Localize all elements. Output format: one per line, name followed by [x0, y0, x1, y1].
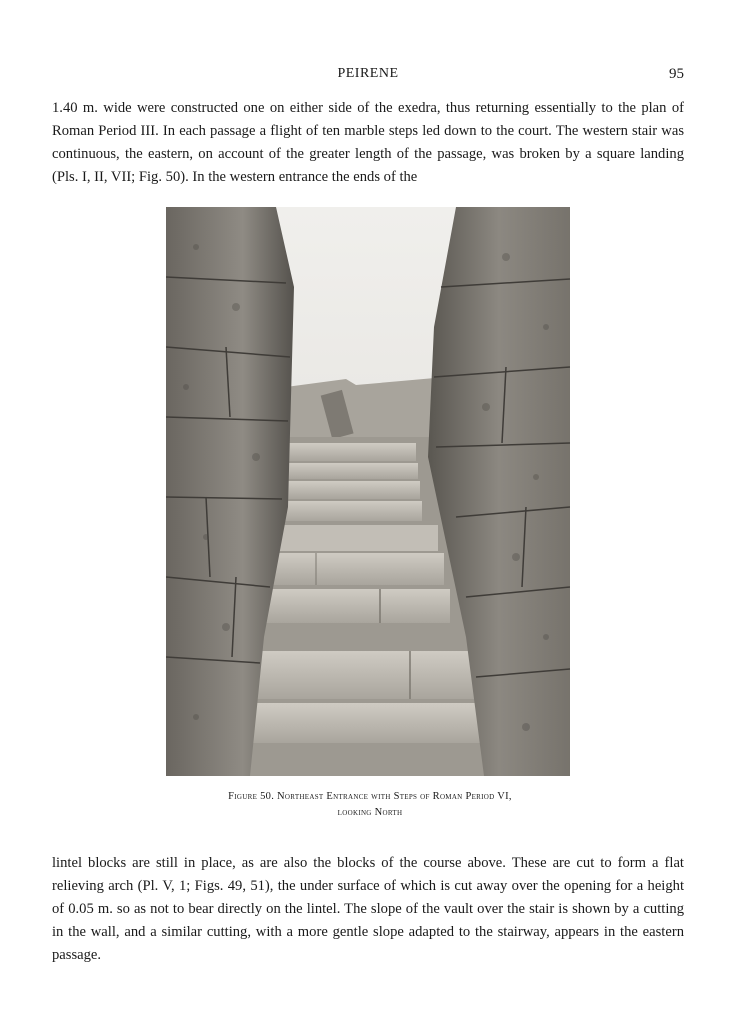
figure-caption-line1: Figure 50. Northeast Entrance with Steps of Roman Period VI,: [228, 791, 512, 802]
figure-caption-line2: looking North: [337, 807, 403, 818]
stairway-photo-illustration: [166, 207, 570, 776]
running-head: [52, 66, 684, 86]
paragraph-top: 1.40 m. wide were constructed one on either side of the exedra, thus returning essentially to the plan of Roman Period III. In each passage a flight of ten marble steps led down to the court. The western stair was continuous, the eastern, on account of the greater length of the passage, was broken by a square landing (Pls. I, II, VII; Fig. 50). In the western entrance the ends of the: [52, 100, 684, 185]
figure-photograph: [166, 207, 570, 776]
figure-caption: [150, 789, 590, 821]
running-title: PEIRENE: [337, 66, 399, 81]
paragraph-bottom: lintel blocks are still in place, as are also the blocks of the course above. These are cut to form a flat relieving arch (Pl. V, 1; Figs. 49, 51), the under surface of which is cut away over the opening for a height of 0.05 m. so as not to bear directly on the lintel. The slope of the vault over the stair is shown by a cutting in the wall, and a similar cutting, with a more gentle slope adapted to the stairway, appears in the eastern passage.: [52, 855, 684, 963]
page-number: 95: [669, 66, 684, 82]
